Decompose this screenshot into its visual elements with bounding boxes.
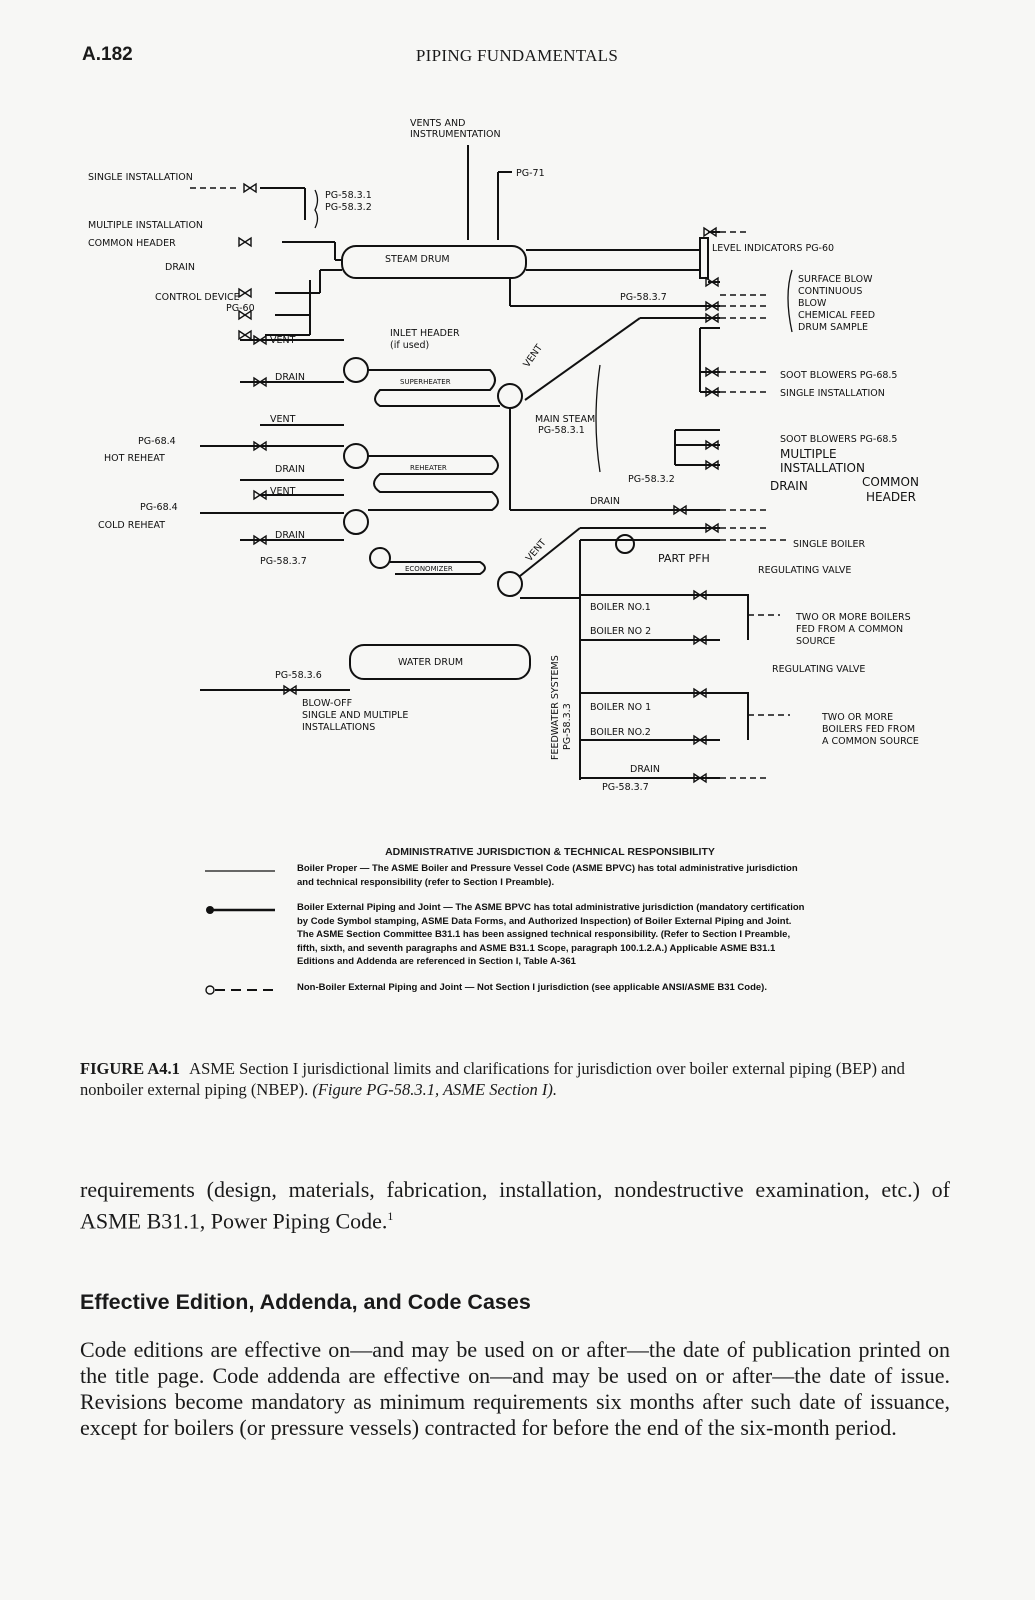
label-vent-1: VENT <box>270 335 296 346</box>
page-header <box>82 44 952 74</box>
label-drain-3: DRAIN <box>770 479 808 493</box>
label-a-common-source: A COMMON SOURCE <box>822 736 919 747</box>
legend-non-boiler-text: Non-Boiler External Piping and Joint — Not Section I jurisdiction (see applicable ANSI/ASME B31 Code). <box>297 981 767 993</box>
legend-boiler-proper-text: Boiler Proper — The ASME Boiler and Pressure Vessel Code (ASME BPVC) has total administrative jurisdiction and technical responsibility (refer to Section I Preamble). <box>297 863 798 888</box>
label-drain-4: DRAIN <box>275 530 305 541</box>
label-soot-blowers-single: SOOT BLOWERS PG-68.5 <box>780 370 898 381</box>
label-surface-blow: SURFACE BLOW <box>798 274 873 285</box>
label-boilers-fed-from: BOILERS FED FROM <box>822 724 916 735</box>
label-pg5837-bottom: PG-58.3.7 <box>602 782 649 793</box>
label-pg5833: PG-58.3.3 <box>562 703 573 750</box>
label-steam-drum: STEAM DRUM <box>385 254 450 265</box>
label-level-indicators: LEVEL INDICATORS PG-60 <box>712 243 835 254</box>
body-paragraph-2: Code editions are effective on—and may be used on or after—the date of publication printed on the title page. Code addenda are effective on—and may be used on or after—the date of issue. Revisions become mandatory as minimum requirements six months after such date of issuance, except for boilers (or pressure vessels) contracted for before the end of the six-month period. <box>80 1337 950 1440</box>
label-pg5831-b: PG-58.3.1 <box>538 425 585 436</box>
label-chemical-feed: CHEMICAL FEED <box>798 310 876 321</box>
label-drain-top: DRAIN <box>165 262 195 273</box>
legend-boiler-external-text: Boiler External Piping and Joint — The ASME BPVC has total administrative jurisdiction (mandatory certification by Code Symbol stamping, ASME Data Forms, and Authorized Inspection) of Boiler External Piping and Joint. The ASME Section Committee B31.1 has been assigned technical responsibility. (Refer to Section I Preamble, fifth, sixth, and seventh paragraphs and ASME B31.1 Scope, paragraph 100.1.2.A.) Applicable ASME B31.1 Editions and Addenda are referenced in Section I, Table A-361 <box>297 902 805 967</box>
label-pg5831: PG-58.3.1 <box>325 190 372 201</box>
label-single-installation-2: SINGLE INSTALLATION <box>780 388 885 399</box>
label-pg684-hot: PG-68.4 <box>138 436 176 447</box>
jurisdiction-legend <box>205 846 805 1006</box>
label-regulating-valve-2: REGULATING VALVE <box>772 664 866 675</box>
label-continuous: CONTINUOUS <box>798 286 863 297</box>
circle-dashed-line-symbol <box>205 984 275 996</box>
label-superheater: SUPERHEATER <box>400 378 451 386</box>
figure-caption-source: (Figure PG-58.3.1, ASME Section I). <box>312 1080 558 1099</box>
body-paragraph-1-text: requirements (design, materials, fabrication, installation, nondestructive examination, etc.) of ASME B31.1, Power Piping Code. <box>80 1177 950 1234</box>
legend-row-non-boiler <box>205 981 805 995</box>
label-cold-reheat: COLD REHEAT <box>98 520 166 531</box>
label-drain-bottom: DRAIN <box>630 764 660 775</box>
legend-row-boiler-proper <box>205 862 805 889</box>
label-pg684-cold: PG-68.4 <box>140 502 178 513</box>
label-soot-blowers-multiple: SOOT BLOWERS PG-68.5 <box>780 434 898 445</box>
label-vents-instr-1: VENTS AND <box>410 118 466 129</box>
label-vent-econ: VENT <box>523 537 549 564</box>
label-multiple-installation: MULTIPLE INSTALLATION <box>88 220 204 231</box>
label-two-or-more-2: TWO OR MORE <box>822 712 894 723</box>
legend-title: ADMINISTRATIVE JURISDICTION & TECHNICAL RESPONSIBILITY <box>385 846 715 858</box>
figure-label: FIGURE A4.1 <box>80 1059 180 1078</box>
label-installations: INSTALLATIONS <box>302 722 376 733</box>
label-boiler-no2-a: BOILER NO 2 <box>590 626 652 637</box>
label-header-word: HEADER <box>866 490 916 504</box>
label-common: COMMON <box>862 475 919 489</box>
label-two-or-more-1: TWO OR MORE BOILERS <box>796 612 911 623</box>
label-pg5836: PG-58.3.6 <box>275 670 322 681</box>
label-boiler-no2-b: BOILER NO.2 <box>590 727 651 738</box>
label-regulating-valve-1: REGULATING VALVE <box>758 565 852 576</box>
figure-caption-text: ASME Section I jurisdictional limits and clarifications for jurisdiction over boiler external piping (BEP) and nonboiler external piping (NBEP). <box>80 1059 905 1099</box>
label-common-header: COMMON HEADER <box>88 238 176 249</box>
label-water-drum: WATER DRUM <box>398 657 464 668</box>
label-vent-2: VENT <box>270 414 296 425</box>
label-vents-instr-2: INSTRUMENTATION <box>410 129 501 140</box>
label-blow-off: BLOW-OFF <box>302 698 353 709</box>
label-single-and-multiple: SINGLE AND MULTIPLE <box>302 710 409 721</box>
footnote-ref: 1 <box>387 1209 394 1223</box>
label-single-boiler: SINGLE BOILER <box>793 539 866 550</box>
dot-thick-line-symbol <box>205 904 275 916</box>
label-multiple: MULTIPLE <box>780 447 837 461</box>
label-pg60: PG-60 <box>226 303 255 314</box>
body-paragraph-1 <box>80 1177 950 1234</box>
label-source: SOURCE <box>796 636 836 647</box>
label-drain-1: DRAIN <box>275 372 305 383</box>
label-vent-diag: VENT <box>521 342 546 370</box>
label-fed-from: FED FROM A COMMON <box>796 624 904 635</box>
label-pg5832-top: PG-58.3.2 <box>325 202 372 213</box>
piping-jurisdiction-diagram <box>80 110 960 800</box>
label-main-steam: MAIN STEAM <box>535 414 596 425</box>
thin-line-symbol <box>205 865 275 877</box>
label-vent-3: VENT <box>270 486 296 497</box>
section-heading: Effective Edition, Addenda, and Code Cases <box>80 1290 531 1314</box>
label-control-device: CONTROL DEVICE <box>155 292 240 303</box>
label-reheater: REHEATER <box>410 464 447 472</box>
label-if-used: (if used) <box>390 340 430 351</box>
running-title: PIPING FUNDAMENTALS <box>415 46 619 65</box>
label-boiler-no1-a: BOILER NO.1 <box>590 602 651 613</box>
label-pg5837-top: PG-58.3.7 <box>620 292 667 303</box>
label-drain-2: DRAIN <box>275 464 305 475</box>
legend-row-boiler-external <box>205 901 805 969</box>
label-pg5837-left: PG-58.3.7 <box>260 556 307 567</box>
label-part-pfh: PART PFH <box>658 552 710 565</box>
label-installation: INSTALLATION <box>780 461 865 475</box>
label-pg5832-b: PG-58.3.2 <box>628 474 675 485</box>
figure-caption <box>80 1058 950 1100</box>
label-drum-sample: DRUM SAMPLE <box>798 322 869 333</box>
label-boiler-no1-b: BOILER NO 1 <box>590 702 652 713</box>
label-inlet-header: INLET HEADER <box>390 328 460 339</box>
label-blow: BLOW <box>798 298 827 309</box>
label-pg71: PG-71 <box>516 168 545 179</box>
page-number: A.182 <box>82 44 133 65</box>
label-single-installation: SINGLE INSTALLATION <box>88 172 193 183</box>
label-hot-reheat: HOT REHEAT <box>104 453 165 464</box>
label-feedwater-systems: FEEDWATER SYSTEMS <box>550 655 561 760</box>
label-economizer: ECONOMIZER <box>405 565 453 573</box>
label-drain-main: DRAIN <box>590 496 620 507</box>
